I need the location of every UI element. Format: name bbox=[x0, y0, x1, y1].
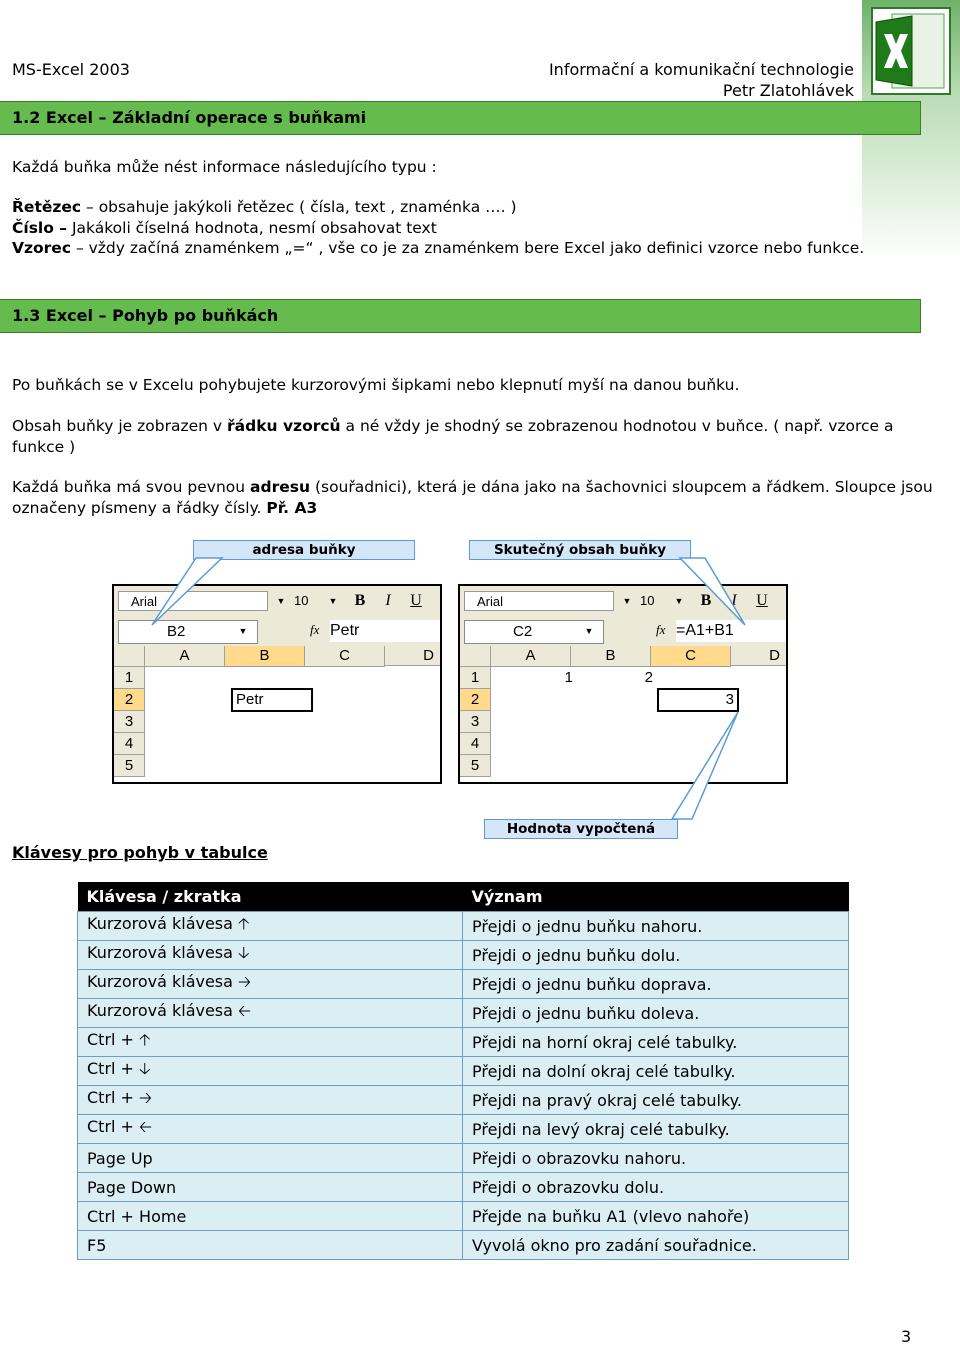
col-header-a: A bbox=[491, 646, 571, 667]
col-header-a: A bbox=[145, 646, 225, 667]
table-row: Kurzorová klávesa 🡢 Přejdi o jednu buňku doprava. bbox=[78, 970, 849, 999]
table-row: Ctrl + 🡣 Přejdi na dolní okraj celé tabulky. bbox=[78, 1057, 849, 1086]
col-header-b: B bbox=[225, 646, 305, 667]
type-string: Řetězec – obsahuje jakýkoli řetězec ( čísla, text , znaménka …. ) bbox=[12, 198, 517, 216]
table-row: Page Up Přejdi o obrazovku nahoru. bbox=[78, 1144, 849, 1173]
formula-content: Petr bbox=[330, 620, 440, 642]
keys-heading: Klávesy pro pohyb v tabulce bbox=[12, 843, 268, 862]
header-right-title: Informační a komunikační technologie bbox=[548, 60, 854, 79]
namebox: B2 bbox=[118, 620, 258, 644]
pointer-address bbox=[152, 558, 222, 625]
table-row: Kurzorová klávesa 🡠 Přejdi o jednu buňku doleva. bbox=[78, 999, 849, 1028]
section-title: 1.3 Excel – Pohyb po buňkách bbox=[12, 306, 279, 325]
column-header-meaning: Význam bbox=[463, 882, 849, 912]
row-header-2: 2 bbox=[114, 689, 145, 711]
chevron-down-icon: ▼ bbox=[328, 596, 338, 606]
table-row: Ctrl + Home Přejde na buňku A1 (vlevo nahoře) bbox=[78, 1202, 849, 1231]
row-header-3: 3 bbox=[114, 711, 145, 733]
table-row: Kurzorová klávesa 🡡 Přejdi o jednu buňku nahoru. bbox=[78, 912, 849, 941]
col-header-d: D bbox=[731, 646, 788, 666]
type-formula: Vzorec – vždy začíná znaménkem „=“ , vše co je za znaménkem bere Excel jako definici vzorce nebo funkce. bbox=[12, 239, 865, 257]
row-header-2: 2 bbox=[460, 689, 491, 711]
cell-b2: Petr bbox=[231, 688, 313, 712]
column-header-key: Klávesa / zkratka bbox=[78, 882, 463, 912]
keys-table bbox=[77, 882, 849, 1260]
col-header-c: C bbox=[651, 646, 731, 667]
callout-address: adresa buňky bbox=[193, 540, 415, 560]
chevron-down-icon: ▼ bbox=[238, 626, 248, 636]
cell-b1: 2 bbox=[644, 669, 653, 686]
font-select: Arial bbox=[464, 591, 614, 611]
font-select: Arial bbox=[118, 591, 268, 611]
table-header-row bbox=[78, 882, 849, 912]
table-row: Page Down Přejdi o obrazovku dolu. bbox=[78, 1173, 849, 1202]
pointer-content bbox=[680, 558, 745, 625]
chevron-down-icon: ▼ bbox=[674, 596, 684, 606]
col-header-b: B bbox=[571, 646, 651, 667]
paragraph-address: Každá buňka má svou pevnou adresu (souřadnici), která je dána jako na šachovnici sloupcem a řádkem. Sloupce jsou označeny písmeny a řádky čísly. Př. A3 bbox=[12, 478, 933, 517]
header-right-author: Petr Zlatohlávek bbox=[722, 81, 854, 100]
formula-content: =A1+B1 bbox=[676, 620, 786, 642]
chevron-down-icon: ▼ bbox=[276, 596, 286, 606]
chevron-down-icon: ▼ bbox=[622, 596, 632, 606]
row-header-4: 4 bbox=[114, 733, 145, 755]
chevron-down-icon: ▼ bbox=[584, 626, 594, 636]
intro-text: Každá buňka může nést informace následujícího typu : bbox=[12, 158, 437, 176]
cell-a1: 1 bbox=[564, 669, 573, 686]
fx-icon: fx bbox=[310, 622, 320, 637]
row-header-5: 5 bbox=[114, 755, 145, 777]
namebox: C2 bbox=[464, 620, 604, 644]
italic-button: I bbox=[731, 592, 737, 609]
col-header-d: D bbox=[385, 646, 442, 666]
size-select: 10 bbox=[640, 593, 655, 608]
table-row: F5 Vyvolá okno pro zadání souřadnice. bbox=[78, 1231, 849, 1260]
row-header-1: 1 bbox=[460, 667, 491, 689]
fx-icon: fx bbox=[656, 622, 666, 637]
type-number: Číslo – Jakákoli číselná hodnota, nesmí obsahovat text bbox=[12, 218, 437, 237]
col-header-c: C bbox=[305, 646, 385, 667]
table-row: Ctrl + 🡢 Přejdi na pravý okraj celé tabulky. bbox=[78, 1086, 849, 1115]
table-row: Ctrl + 🡡 Přejdi na horní okraj celé tabulky. bbox=[78, 1028, 849, 1057]
row-header-1: 1 bbox=[114, 667, 145, 689]
italic-button: I bbox=[385, 592, 391, 609]
section-title: 1.2 Excel – Základní operace s buňkami bbox=[12, 108, 367, 127]
callout-computed: Hodnota vypočtená bbox=[484, 819, 678, 839]
paragraph-movement: Po buňkách se v Excelu pohybujete kurzorovými šipkami nebo klepnutí myší na danou buňku. bbox=[12, 376, 740, 394]
underline-button: U bbox=[756, 592, 768, 609]
bold-button: B bbox=[354, 592, 366, 609]
row-header-4: 4 bbox=[460, 733, 491, 755]
header-left: MS-Excel 2003 bbox=[12, 60, 130, 79]
cell-c2: 3 bbox=[657, 688, 739, 712]
bold-button: B bbox=[700, 592, 712, 609]
pointer-computed bbox=[672, 712, 738, 819]
page-number: 3 bbox=[901, 1327, 912, 1346]
table-row: Ctrl + 🡠 Přejdi na levý okraj celé tabulky. bbox=[78, 1115, 849, 1144]
underline-button: U bbox=[410, 592, 422, 609]
size-select: 10 bbox=[294, 593, 309, 608]
callout-content: Skutečný obsah buňky bbox=[469, 540, 691, 560]
row-header-3: 3 bbox=[460, 711, 491, 733]
row-header-5: 5 bbox=[460, 755, 491, 777]
paragraph-formula-bar: Obsah buňky je zobrazen v řádku vzorců a né vždy je shodný se zobrazenou hodnotou v buňce. ( např. vzorce a funkce ) bbox=[12, 417, 894, 456]
table-row: Kurzorová klávesa 🡣 Přejdi o jednu buňku dolu. bbox=[78, 941, 849, 970]
